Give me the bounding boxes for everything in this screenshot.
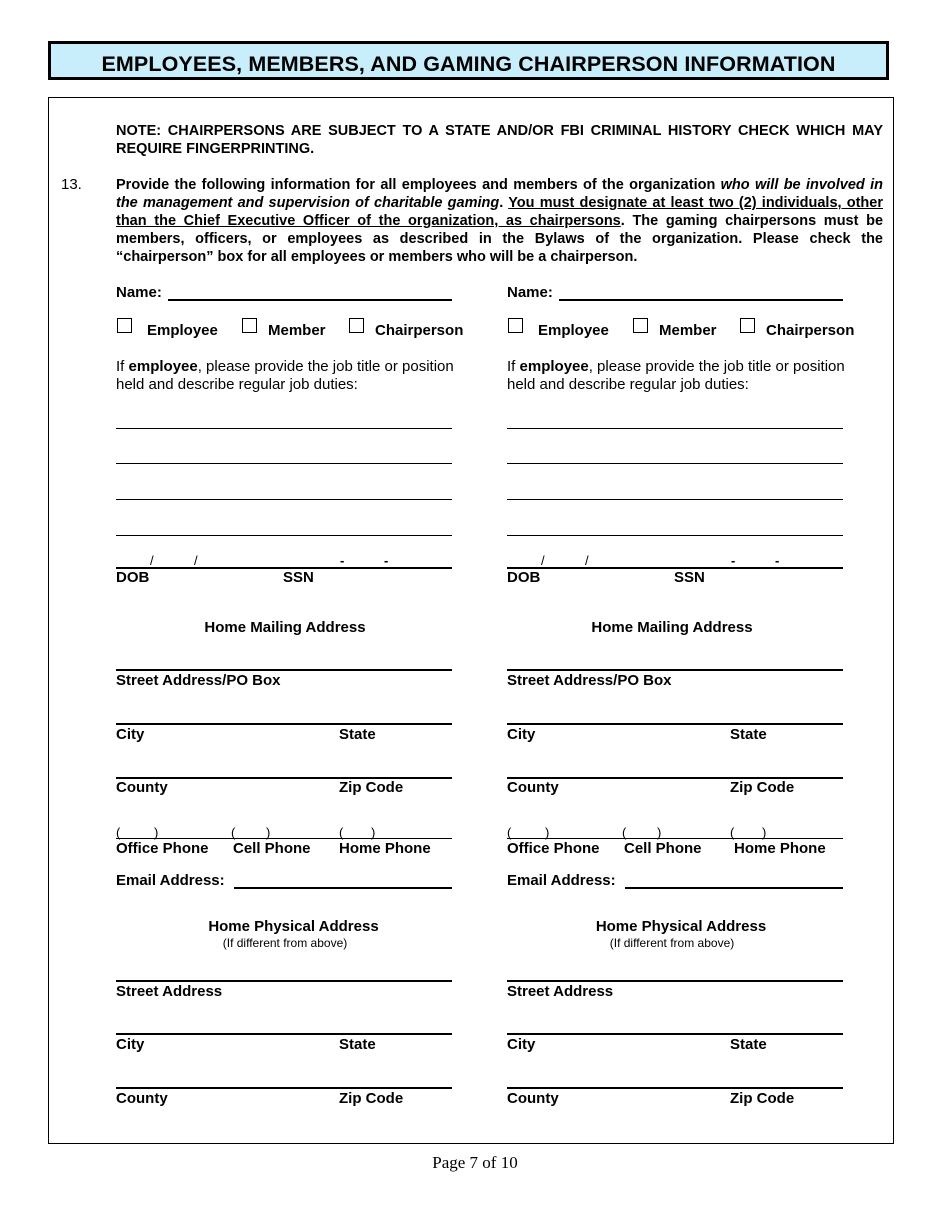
ssn-separator: -: [731, 553, 736, 568]
state-label: State: [730, 726, 767, 743]
email-field[interactable]: [234, 887, 452, 889]
city-label: City: [116, 726, 145, 743]
area-code-paren: ): [154, 825, 159, 840]
prompt-text: , please provide the job title or position held and describe regular job duties:: [507, 358, 845, 393]
member-checkbox[interactable]: [242, 318, 257, 333]
area-code-paren: (: [116, 825, 121, 840]
prompt-bold: employee: [128, 358, 198, 375]
job-duties-line-3[interactable]: [116, 499, 452, 500]
zip-label: Zip Code: [730, 1090, 795, 1107]
physical-city-state-field[interactable]: [507, 1033, 843, 1035]
physical-county-zip-field[interactable]: [507, 1087, 843, 1089]
home-physical-note: (If different from above): [222, 936, 348, 950]
area-code-paren: (: [730, 825, 735, 840]
dob-separator: /: [150, 553, 154, 568]
office-phone-label: Office Phone: [116, 840, 209, 857]
city-label: City: [116, 1036, 145, 1053]
dob-separator: /: [585, 553, 589, 568]
zip-label: Zip Code: [339, 779, 404, 796]
name-label: Name:: [507, 284, 553, 301]
physical-street-field[interactable]: [116, 980, 452, 982]
person-entry-right: [507, 0, 855, 1230]
area-code-paren: ): [371, 825, 376, 840]
prompt-text: If: [116, 358, 129, 375]
cell-phone-label: Cell Phone: [233, 840, 311, 857]
job-duties-line-1[interactable]: [116, 428, 452, 429]
mailing-city-state-field[interactable]: [507, 723, 843, 725]
email-label: Email Address:: [507, 872, 616, 889]
ssn-separator: -: [384, 553, 389, 568]
street-label: Street Address: [507, 983, 614, 1000]
prompt-text: If: [507, 358, 520, 375]
county-label: County: [116, 1090, 168, 1107]
physical-city-state-field[interactable]: [116, 1033, 452, 1035]
question-number: 13.: [61, 176, 82, 193]
home-phone-label: Home Phone: [339, 840, 431, 857]
instructions-text: Provide the following information for all employees and members of the organization: [116, 177, 721, 193]
street-po-label: Street Address/PO Box: [116, 672, 281, 689]
name-field[interactable]: [168, 299, 452, 301]
prompt-bold: employee: [519, 358, 589, 375]
page-number: Page 7 of 10: [432, 1153, 518, 1172]
home-physical-note: (If different from above): [609, 936, 735, 950]
dob-label: DOB: [507, 569, 541, 586]
area-code-paren: ): [266, 825, 271, 840]
area-code-paren: (: [339, 825, 344, 840]
job-duties-line-4[interactable]: [116, 535, 452, 536]
member-label: Member: [268, 322, 326, 339]
employee-label: Employee: [538, 322, 609, 339]
home-physical-title: Home Physical Address: [208, 918, 379, 935]
job-duties-line-2[interactable]: [507, 463, 843, 464]
name-label: Name:: [116, 284, 162, 301]
city-label: City: [507, 726, 536, 743]
employee-prompt: [116, 358, 471, 394]
instructions-underlined: You must designate at least two (2) individuals, other than the Chief Executive Officer of the organization, as chairpersons: [116, 195, 883, 229]
area-code-paren: ): [545, 825, 550, 840]
job-duties-line-4[interactable]: [507, 535, 843, 536]
chairperson-note: NOTE: CHAIRPERSONS ARE SUBJECT TO A STATE AND/OR FBI CRIMINAL HISTORY CHECK WHICH MAY REQUIRE FINGERPRINTING.: [116, 123, 883, 157]
employee-checkbox[interactable]: [508, 318, 523, 333]
city-label: City: [507, 1036, 536, 1053]
dob-separator: /: [541, 553, 545, 568]
zip-label: Zip Code: [730, 779, 795, 796]
person-entry-left: [116, 0, 464, 1230]
home-mailing-title: Home Mailing Address: [204, 619, 366, 636]
chairperson-label: Chairperson: [375, 322, 464, 339]
area-code-paren: (: [231, 825, 236, 840]
mailing-street-field[interactable]: [116, 669, 452, 671]
prompt-text: , please provide the job title or position held and describe regular job duties:: [116, 358, 454, 393]
instructions-text: . The gaming chairpersons must be members, officers, or employees as described in the Bylaws of the organization. Please check the “chairperson” box for all employees or members who will be a chairperson.: [116, 213, 884, 265]
state-label: State: [730, 1036, 767, 1053]
home-phone-label: Home Phone: [734, 840, 826, 857]
member-checkbox[interactable]: [633, 318, 648, 333]
member-label: Member: [659, 322, 717, 339]
mailing-street-field[interactable]: [507, 669, 843, 671]
county-label: County: [507, 1090, 559, 1107]
street-po-label: Street Address/PO Box: [507, 672, 672, 689]
chairperson-checkbox[interactable]: [349, 318, 364, 333]
job-duties-line-2[interactable]: [116, 463, 452, 464]
dob-label: DOB: [116, 569, 150, 586]
phone-fields[interactable]: [507, 838, 843, 839]
home-physical-title: Home Physical Address: [595, 918, 767, 935]
area-code-paren: ): [657, 825, 662, 840]
cell-phone-label: Cell Phone: [624, 840, 702, 857]
dob-separator: /: [194, 553, 198, 568]
ssn-separator: -: [340, 553, 345, 568]
employee-label: Employee: [147, 322, 218, 339]
instructions-italic: who will be involved in the management and supervision of charitable gaming: [116, 177, 883, 211]
email-label: Email Address:: [116, 872, 225, 889]
mailing-city-state-field[interactable]: [116, 723, 452, 725]
job-duties-line-1[interactable]: [507, 428, 843, 429]
office-phone-label: Office Phone: [507, 840, 600, 857]
area-code-paren: ): [762, 825, 767, 840]
county-label: County: [507, 779, 559, 796]
name-field[interactable]: [559, 299, 843, 301]
home-mailing-title: Home Mailing Address: [591, 619, 753, 636]
ssn-separator: -: [775, 553, 780, 568]
employee-prompt: [507, 358, 862, 394]
zip-label: Zip Code: [339, 1090, 404, 1107]
physical-county-zip-field[interactable]: [116, 1087, 452, 1089]
street-label: Street Address: [116, 983, 223, 1000]
area-code-paren: (: [507, 825, 512, 840]
phone-fields[interactable]: [116, 838, 452, 839]
ssn-label: SSN: [674, 569, 705, 586]
county-label: County: [116, 779, 168, 796]
chairperson-label: Chairperson: [766, 322, 855, 339]
area-code-paren: (: [622, 825, 627, 840]
state-label: State: [339, 726, 376, 743]
email-field[interactable]: [625, 887, 843, 889]
chairperson-checkbox[interactable]: [740, 318, 755, 333]
physical-street-field[interactable]: [507, 980, 843, 982]
section-title: EMPLOYEES, MEMBERS, AND GAMING CHAIRPERSON INFORMATION: [101, 52, 836, 76]
state-label: State: [339, 1036, 376, 1053]
ssn-label: SSN: [283, 569, 314, 586]
instructions-text: .: [499, 195, 509, 211]
job-duties-line-3[interactable]: [507, 499, 843, 500]
employee-checkbox[interactable]: [117, 318, 132, 333]
